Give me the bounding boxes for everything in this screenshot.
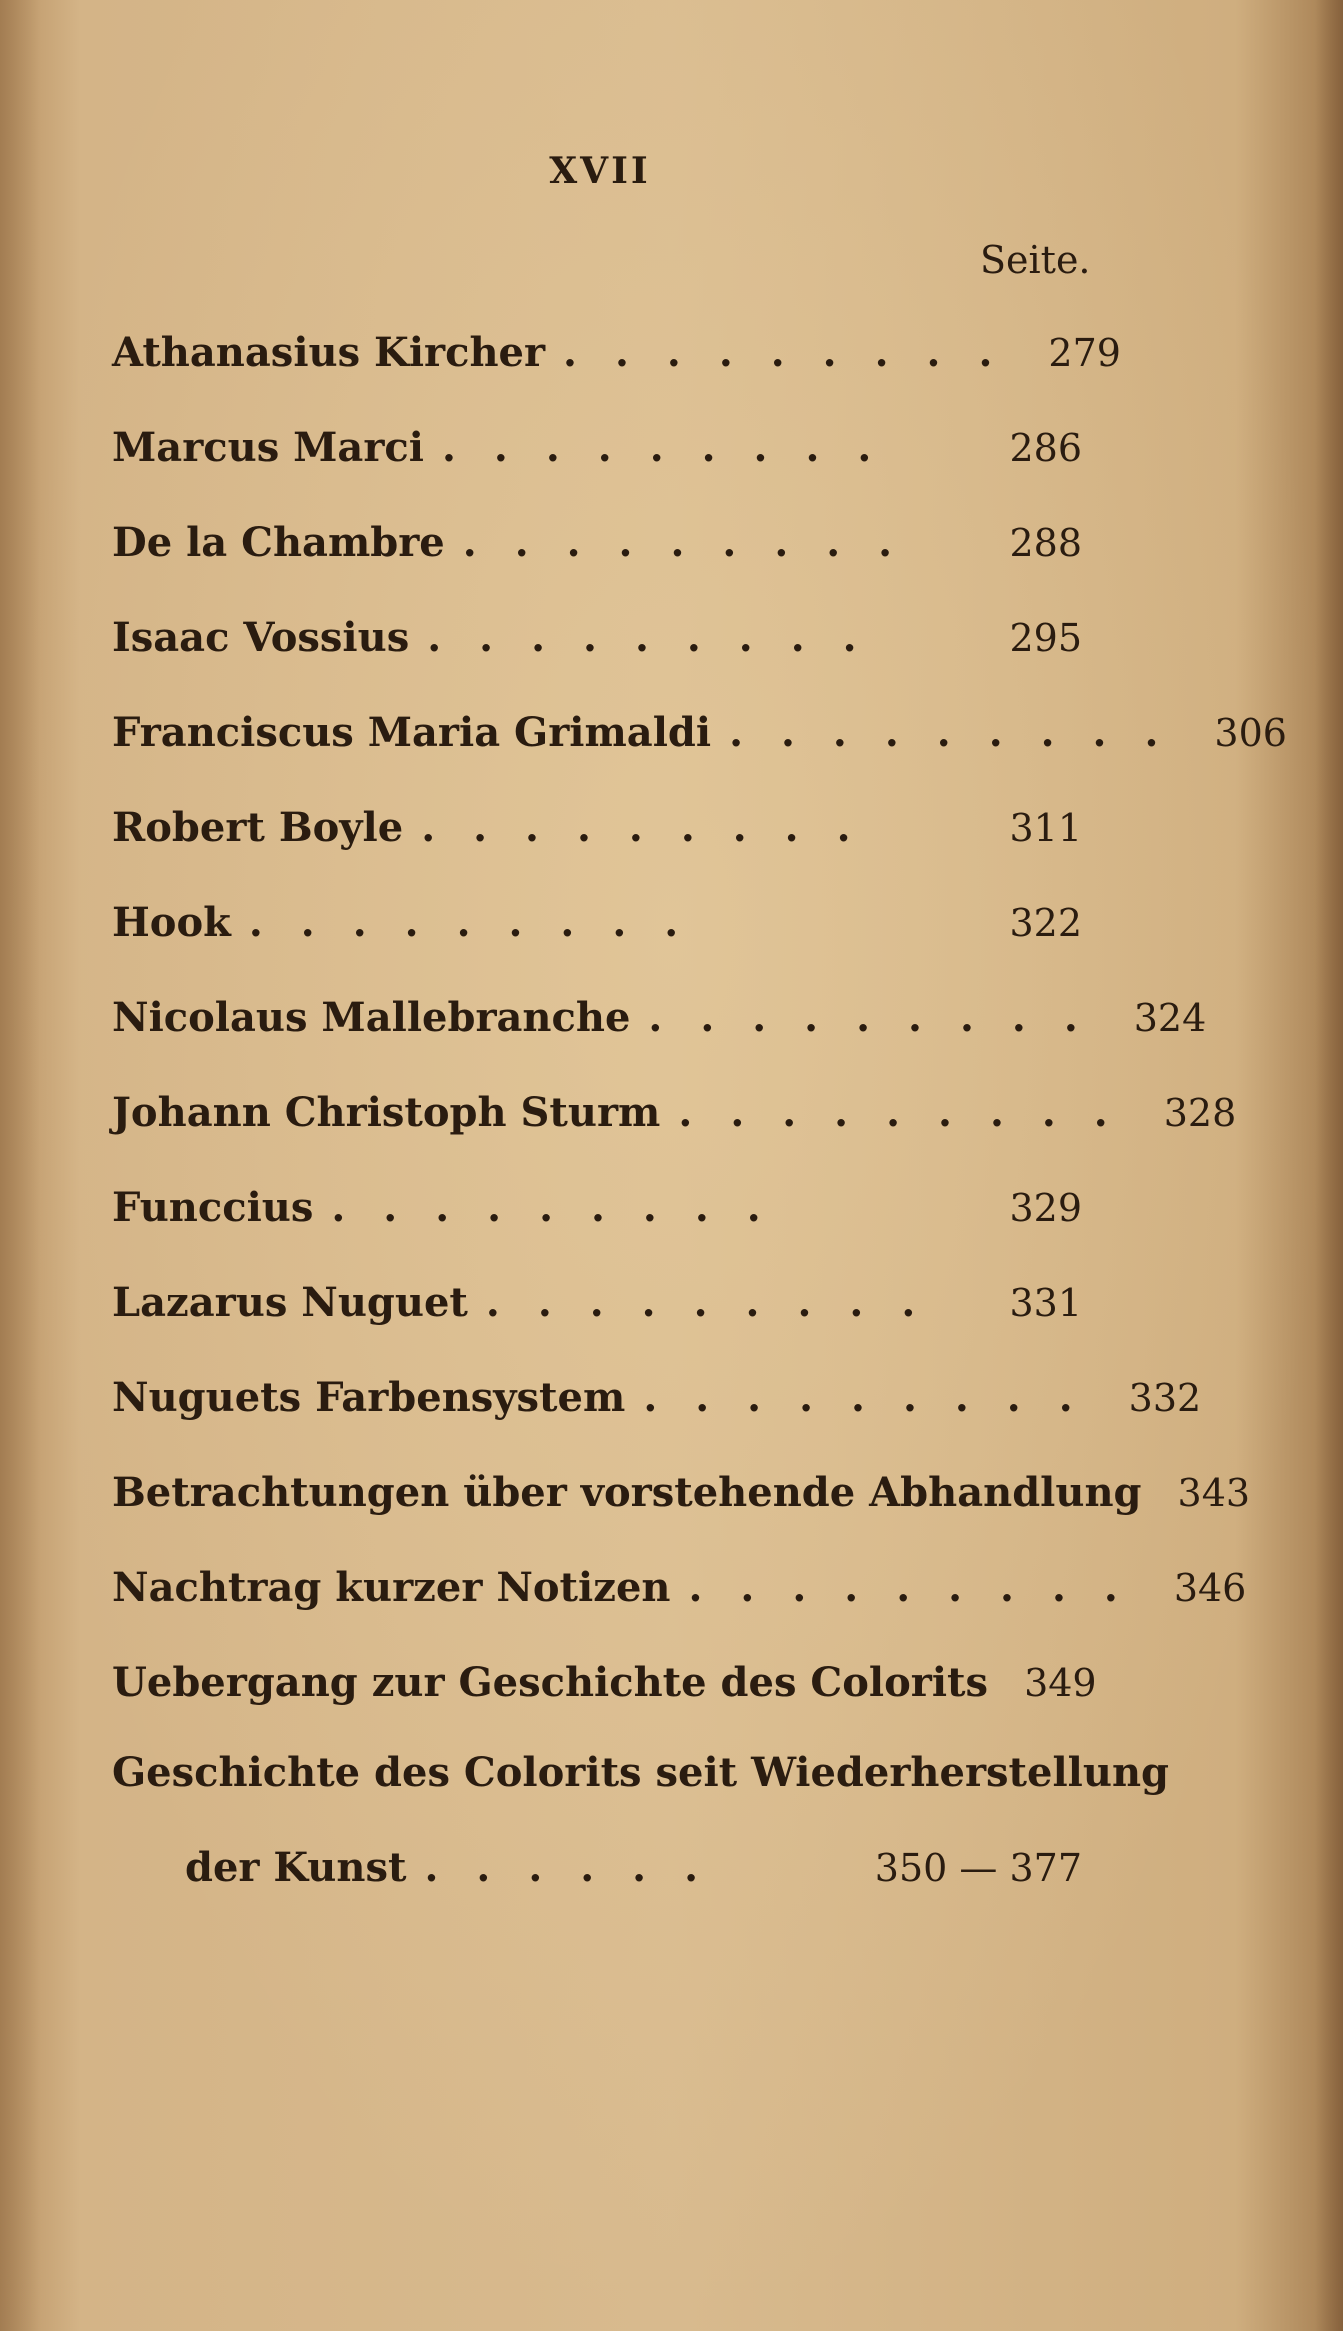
toc-entry (112, 1458, 1251, 1528)
dot-leader: ......... (648, 994, 1116, 1041)
dot-leader: ......... (427, 614, 895, 661)
toc-entry-page: 311 (1009, 806, 1082, 850)
toc-entry-title: Uebergang zur Geschichte des Colorits (112, 1659, 989, 1706)
seite-column-label: Seite. (980, 238, 1091, 282)
toc-entry-multiline-continuation (185, 1833, 1082, 1903)
toc-entry-title: Johann Christoph Sturm (112, 1089, 661, 1136)
dot-leader: ......... (678, 1089, 1146, 1136)
toc-entry (112, 888, 1082, 958)
toc-entry (112, 603, 1082, 673)
dot-leader: ......... (421, 804, 889, 851)
toc-entry-page: 349 (1024, 1661, 1097, 1705)
dot-leader: ......... (563, 329, 1031, 376)
dot-leader: ......... (331, 1184, 799, 1231)
toc-entry-page: 322 (1009, 901, 1082, 945)
toc-entry-page: 331 (1009, 1281, 1082, 1325)
toc-entry-title: Nachtrag kurzer Notizen (112, 1564, 671, 1611)
toc-entry-page: 328 (1163, 1091, 1237, 1135)
toc-entry (112, 983, 1207, 1053)
toc-entry-multiline-title (112, 1738, 1169, 1808)
toc-entry-page: 332 (1128, 1376, 1202, 1420)
dot-leader: ......... (688, 1564, 1156, 1611)
toc-entry (112, 508, 1082, 578)
toc-entry (112, 698, 1287, 768)
toc-entry (112, 793, 1082, 863)
toc-entry (112, 1173, 1082, 1243)
dot-leader: ......... (729, 709, 1197, 756)
toc-entry-page: 346 (1173, 1566, 1247, 1610)
toc-entry-title: Athanasius Kircher (112, 329, 546, 376)
page-shadow-left (0, 0, 40, 2331)
toc-entry (112, 318, 1121, 388)
toc-entry-page: 329 (1009, 1186, 1082, 1230)
toc-entry-title: Marcus Marci (112, 424, 424, 471)
toc-entry-page: 288 (1009, 521, 1082, 565)
toc-entry-title: Isaac Vossius (112, 614, 410, 661)
toc-entry (112, 1553, 1247, 1623)
toc-entry-page: 306 (1214, 711, 1287, 755)
toc-entry-page-range: 350 — 377 (874, 1846, 1082, 1890)
toc-entry (112, 1078, 1237, 1148)
dot-leader: ......... (248, 899, 717, 946)
toc-entry (112, 1648, 1097, 1718)
toc-entry-page: 343 (1177, 1471, 1251, 1515)
toc-entry-page: 295 (1009, 616, 1082, 660)
page-edge-right (1315, 0, 1343, 2331)
toc-entry-page: 279 (1048, 331, 1121, 375)
toc-entry-title: Nuguets Farbensystem (112, 1374, 626, 1421)
toc-entry-title-line1: Geschichte des Colorits seit Wiederherstellung (112, 1749, 1169, 1796)
dot-leader: ......... (485, 1279, 954, 1326)
dot-leader: ......... (441, 424, 910, 471)
toc-entry-title: Funccius (112, 1184, 314, 1231)
toc-entry-title: Robert Boyle (112, 804, 404, 851)
toc-entry (112, 1363, 1202, 1433)
toc-entry-title: Betrachtungen über vorstehende Abhandlung (112, 1469, 1142, 1516)
dot-leader: ......... (462, 519, 931, 566)
toc-entry (112, 1268, 1082, 1338)
toc-entry-title: Nicolaus Mallebranche (112, 994, 631, 1041)
toc-entry (112, 413, 1082, 483)
page-number: XVII (549, 150, 651, 192)
toc-entry-page: 286 (1009, 426, 1082, 470)
toc-entry-title-line2: der Kunst (185, 1844, 407, 1891)
dot-leader: ...... (424, 1844, 737, 1891)
toc-entry-title: Hook (112, 899, 231, 946)
toc-entry-title: Franciscus Maria Grimaldi (112, 709, 712, 756)
toc-entry-title: De la Chambre (112, 519, 445, 566)
dot-leader: ......... (643, 1374, 1111, 1421)
toc-entry-title: Lazarus Nuguet (112, 1279, 468, 1326)
toc-entry-page: 324 (1133, 996, 1207, 1040)
